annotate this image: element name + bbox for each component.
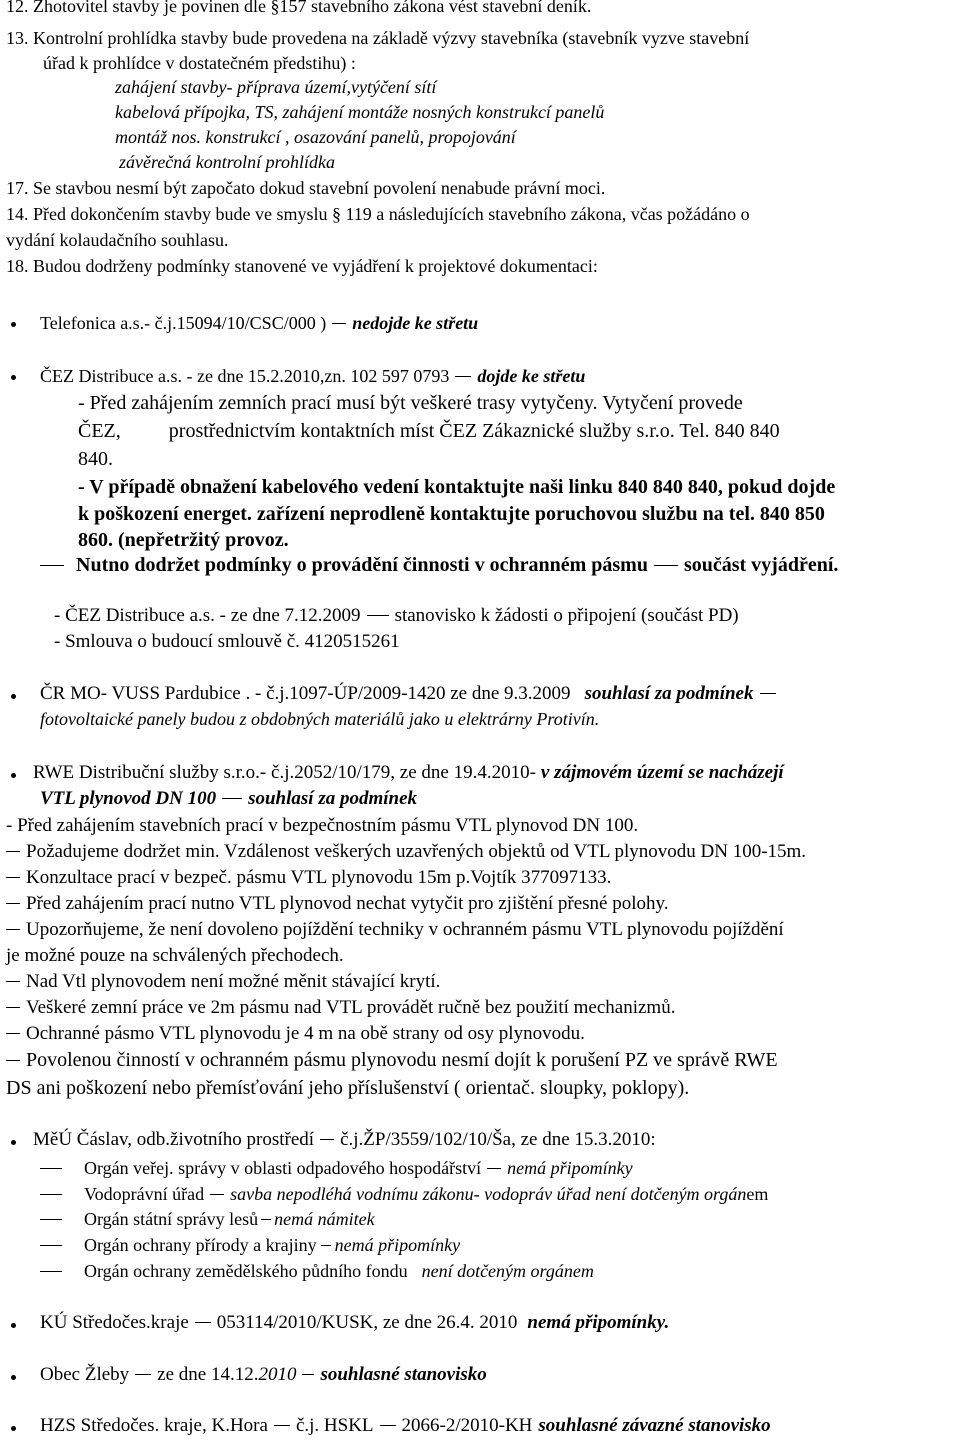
dash-icon — [367, 615, 389, 616]
meu-item-1: Orgán veřej. správy v oblasti odpadového hospodářství nemá připomínky — [40, 1157, 633, 1179]
cez-note-4: - V případě obnažení kabelového vedení kontaktujte naši linku 840 840 840, pokud dojde — [78, 476, 836, 498]
bullet-icon — [11, 773, 16, 778]
bullet-icon — [11, 375, 16, 380]
meu-item-4: Orgán ochrany přírody a krajiny nemá připomínky — [40, 1234, 460, 1256]
dash-icon — [210, 1194, 224, 1195]
dash-icon — [6, 929, 20, 930]
meu-item-2: Vodoprávní úřad savba nepodléhá vodnímu zákonu- vodopráv úřad není dotčeným orgánem — [40, 1183, 768, 1205]
bullet-icon — [11, 322, 16, 327]
dash-icon — [40, 1219, 62, 1220]
bullet-icon — [11, 1375, 16, 1380]
cez-note-2: ČEZ, prostřednictvím kontaktních míst ČEZ Zákaznické služby s.r.o. Tel. 840 840 — [78, 420, 780, 442]
rwe-cond-5-cont: je možné pouze na schválených přechodech. — [6, 945, 344, 966]
rwe-cond-9: Povolenou činností v ochranném pásmu plynovodu nesmí dojít k porušení PZ ve správě RWE — [6, 1049, 778, 1071]
cez-related-1: - ČEZ Distribuce a.s. - ze dne 7.12.2009 stanovisko k žádosti o připojení (součást PD) — [54, 605, 739, 626]
inspection-4: závěrečná kontrolní prohlídka — [119, 152, 335, 172]
item-12: 12. Zhotovitel stavby je povinen dle §157 stavebního zákona vést stavební deník. — [6, 0, 592, 16]
dash-icon — [6, 1033, 20, 1034]
dash-icon — [222, 798, 242, 799]
rwe-cond-4: Před zahájením prací nutno VTL plynovod nechat vytyčit pro zjištění přesné polohy. — [6, 893, 669, 915]
meu-item-5: Orgán ochrany zemědělského půdního fondu není dotčeným orgánem — [40, 1260, 594, 1282]
item-18: 18. Budou dodrženy podmínky stanovené ve vyjádření k projektové dokumentaci: — [6, 256, 598, 276]
dash-icon — [40, 1271, 62, 1272]
rwe-cond-2: Požadujeme dodržet min. Vzdálenost veškerých uzavřených objektů od VTL plynovodu DN 100-15m. — [6, 841, 806, 863]
dash-icon — [40, 1194, 62, 1195]
rwe-cond-6: Nad Vtl plynovodem není možné měnit stávající krytí. — [6, 971, 440, 993]
dash-icon — [6, 981, 20, 982]
meu-item-3: Orgán státní správy lesů nemá námitek — [40, 1208, 375, 1230]
cez-note-1: - Před zahájením zemních prací musí být veškeré trasy vytyčeny. Vytyčení provede — [78, 392, 743, 414]
rwe-line: RWE Distribuční služby s.r.o.- č.j.2052/10/179, ze dne 19.4.2010- v zájmovém území se nacházejí — [33, 762, 784, 783]
dash-icon — [302, 1374, 314, 1375]
dash-icon — [195, 1322, 211, 1323]
dash-icon — [6, 1007, 20, 1008]
dash-icon — [40, 1245, 62, 1246]
dash-icon — [6, 1060, 20, 1061]
dash-icon — [320, 1139, 334, 1140]
ku-line: KÚ Středočes.kraje 053114/2010/KUSK, ze dne 26.4. 2010 nemá připomínky. — [40, 1312, 670, 1333]
rwe-line-2: VTL plynovod DN 100 souhlasí za podmínek — [40, 788, 418, 809]
dash-icon — [274, 1425, 290, 1426]
bullet-icon — [11, 694, 16, 699]
cez-line: ČEZ Distribuce a.s. - ze dne 15.2.2010,zn. 102 597 0793 dojde ke střetu — [40, 366, 586, 386]
rwe-cond-3: Konzultace prací v bezpeč. pásmu VTL plynovodu 15m p.Vojtík 377097133. — [6, 867, 611, 889]
rwe-cond-8: Ochranné pásmo VTL plynovodu je 4 m na obě strany od osy plynovodu. — [6, 1023, 585, 1045]
dash-icon — [6, 877, 20, 878]
dash-icon — [654, 565, 678, 566]
cez-note-3: 840. — [78, 448, 113, 470]
bullet-icon — [11, 1426, 16, 1431]
item-17: 17. Se stavbou nesmí být započato dokud stavební povolení nenabude právní moci. — [6, 178, 606, 198]
dash-icon — [455, 376, 471, 377]
dash-icon — [380, 1425, 396, 1426]
hzs-line: HZS Středočes. kraje, K.Hora č.j. HSKL 2066-2/2010-KH souhlasné závazné stanovisko — [40, 1415, 771, 1436]
cez-note-6: 860. (nepřetržitý provoz. — [78, 529, 289, 551]
dash-icon — [261, 1219, 271, 1220]
inspection-2: kabelová přípojka, TS, zahájení montáže nosných konstrukcí panelů — [115, 102, 605, 122]
inspection-3: montáž nos. konstrukcí , osazování panelů, propojování — [115, 127, 516, 147]
dash-icon — [487, 1168, 501, 1169]
item-14: 14. Před dokončením stavby bude ve smyslu § 119 a následujících stavebního zákona, včas požádáno o — [6, 204, 750, 224]
dash-icon — [6, 903, 20, 904]
item-13-cont: úřad k prohlídce v dostatečném předstihu) : — [43, 53, 356, 73]
cez-note-5: k poškození energet. zařízení neprodleně kontaktujte poruchovou službu na tel. 840 850 — [78, 503, 825, 525]
dash-icon — [760, 693, 776, 694]
dash-icon — [332, 323, 346, 324]
telefonica-line: Telefonica a.s.- č.j.15094/10/CSC/000 ) nedojde ke střetu — [40, 313, 479, 333]
cez-note-7: Nutno dodržet podmínky o provádění činnosti v ochranném pásmu součást vyjádření. — [40, 554, 838, 576]
rwe-cond-7: Veškeré zemní práce ve 2m pásmu nad VTL provádět ručně bez použití mechanizmů. — [6, 997, 675, 1019]
bullet-icon — [11, 1140, 16, 1145]
dash-icon — [40, 1168, 62, 1169]
obec-line: Obec Žleby ze dne 14.12.2010 souhlasné stanovisko — [40, 1364, 487, 1385]
cez-related-2: - Smlouva o budoucí smlouvě č. 4120515261 — [54, 631, 400, 652]
crmo-line: ČR MO- VUSS Pardubice . - č.j.1097-ÚP/2009-1420 ze dne 9.3.2009 souhlasí za podmínek — [40, 683, 782, 705]
dash-icon — [6, 851, 20, 852]
dash-icon — [135, 1374, 151, 1375]
rwe-cond-1: - Před zahájením stavebních prací v bezpečnostním pásmu VTL plynovod DN 100. — [6, 815, 639, 836]
rwe-cond-9-cont: DS ani poškození nebo přemísťování jeho příslušenství ( orientač. sloupky, poklopy). — [6, 1077, 690, 1099]
item-14-cont: vydání kolaudačního souhlasu. — [6, 230, 229, 250]
item-13: 13. Kontrolní prohlídka stavby bude provedena na základě výzvy stavebníka (stavebník vyzve stavební — [6, 28, 750, 48]
rwe-cond-5: Upozorňujeme, že není dovoleno pojíždění techniky v ochranném pásmu VTL plynovodu pojíždění — [6, 919, 784, 941]
dash-icon — [321, 1245, 331, 1246]
inspection-1: zahájení stavby- příprava území,vytýčení sítí — [115, 77, 437, 97]
meu-line: MěÚ Čáslav, odb.životního prostředí č.j.ŽP/3559/102/10/Ša, ze dne 15.3.2010: — [33, 1129, 656, 1150]
bullet-icon — [11, 1323, 16, 1328]
crmo-note: fotovoltaické panely budou z obdobných materiálů jako u elektrárny Protivín. — [40, 709, 600, 729]
dash-icon — [40, 565, 64, 566]
